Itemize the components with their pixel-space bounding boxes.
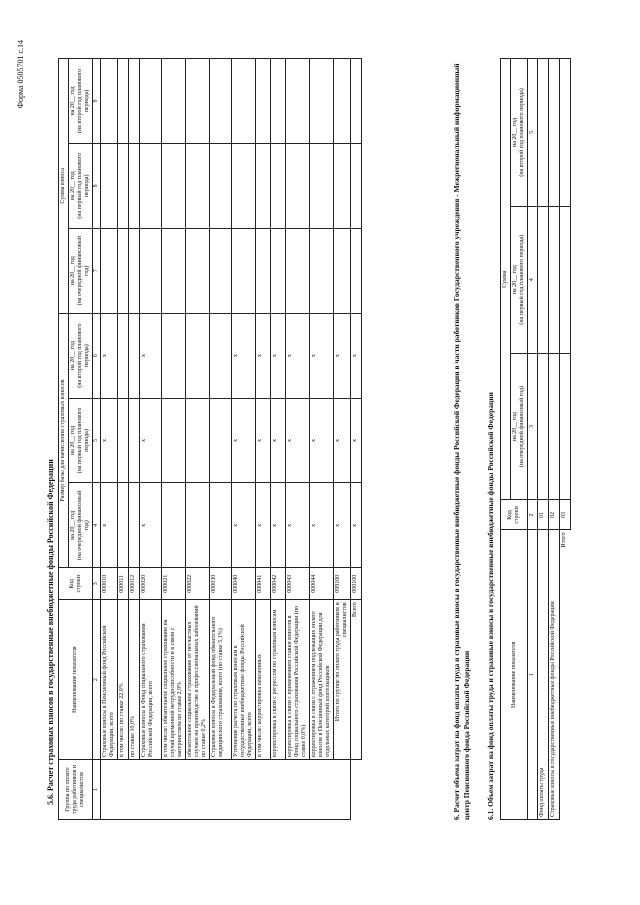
period-desc: (на второй год планового периода) bbox=[519, 88, 525, 177]
col-header-period bbox=[69, 313, 93, 398]
base-cell bbox=[118, 313, 129, 398]
row-name: по ставке 10,0% bbox=[129, 600, 140, 760]
sum-cell bbox=[351, 59, 362, 144]
empty-cell bbox=[351, 760, 362, 820]
base-cell: х bbox=[232, 483, 256, 568]
base-cell bbox=[210, 483, 232, 568]
sum-cell bbox=[560, 59, 571, 207]
base-cell: х bbox=[101, 483, 118, 568]
sum-cell bbox=[538, 206, 549, 353]
sum-cell bbox=[101, 228, 118, 313]
base-cell: х bbox=[232, 313, 256, 398]
sum-cell bbox=[271, 59, 286, 144]
row-code: 000044 bbox=[310, 568, 334, 600]
table-row bbox=[560, 59, 571, 820]
row-code: 000042 bbox=[271, 568, 286, 600]
section-title: 5.6. Расчет страховых взносов в государственные внебюджетные фонды Российской Федерации bbox=[46, 459, 55, 805]
base-cell: х bbox=[140, 398, 162, 483]
base-cell: х bbox=[256, 313, 271, 398]
col-header-period bbox=[69, 398, 93, 483]
base-cell: х bbox=[286, 398, 310, 483]
sum-cell bbox=[334, 228, 351, 313]
period-desc: (на первый год планового периода) bbox=[77, 153, 90, 219]
col-header-base-group: Размер базы для начисления страховых взносов bbox=[59, 313, 69, 568]
sum-cell bbox=[162, 59, 186, 144]
t2-col-header-sum-group: Сумма bbox=[501, 59, 511, 500]
base-cell bbox=[186, 398, 210, 483]
period-desc: (на второй год планового периода) bbox=[77, 323, 90, 388]
table-row bbox=[286, 59, 310, 820]
col-number: 8 bbox=[93, 143, 101, 228]
row-code: 000011 bbox=[118, 568, 129, 600]
base-cell bbox=[162, 398, 186, 483]
col-number: 4 bbox=[93, 483, 101, 568]
sum-cell bbox=[118, 143, 129, 228]
col-number: 7 bbox=[93, 228, 101, 313]
table-row bbox=[538, 59, 549, 820]
row-code: 099100 bbox=[334, 568, 351, 600]
row-name: Страховые взносы в Федеральный фонд обязательного медицинского страхования, всего (по ставке 5,1%) bbox=[210, 600, 232, 760]
row-code: 000021 bbox=[162, 568, 186, 600]
section-6-1-title: 6.1. Объем затрат на фонд оплаты труда и страховые взносы в государственные внебюджетные фонды Российской Федерации bbox=[486, 392, 495, 820]
base-cell: х bbox=[310, 398, 334, 483]
base-cell: х bbox=[101, 398, 118, 483]
sum-cell bbox=[538, 59, 549, 207]
col-header-name: Наименование показателя bbox=[59, 600, 93, 760]
row-code: 02 bbox=[549, 500, 560, 530]
sum-cell bbox=[140, 59, 162, 144]
period-year: на 20__ год bbox=[512, 117, 518, 147]
col-header-period bbox=[69, 483, 93, 568]
period-year: на 20__ год bbox=[70, 425, 76, 456]
sum-cell bbox=[549, 206, 560, 353]
row-name: в том числе: обязательное социальное страхование на случай временной нетрудоспособности и в связи с материнством по ставке 2,9% bbox=[162, 600, 186, 760]
table-row bbox=[351, 59, 362, 820]
group-cell bbox=[101, 760, 351, 820]
base-cell: х bbox=[334, 313, 351, 398]
sum-cell bbox=[232, 59, 256, 144]
row-name: Итого bbox=[561, 532, 567, 548]
sum-cell bbox=[118, 59, 129, 144]
base-cell: х bbox=[334, 398, 351, 483]
col-header-period bbox=[69, 59, 93, 144]
base-cell: х bbox=[140, 313, 162, 398]
sum-cell bbox=[232, 228, 256, 313]
base-cell: х bbox=[271, 483, 286, 568]
table-row bbox=[129, 59, 140, 820]
col-header-group: Группа по оплате труда работников и специалистов bbox=[59, 760, 93, 820]
row-name: корректировка в связи с отражением подлежащих оплате взносов в Пенсионный фонд Российской Федерации для отдельных категорий плательщиков bbox=[310, 600, 334, 760]
sum-cell bbox=[256, 59, 271, 144]
col-number: 2 bbox=[528, 500, 538, 530]
sum-cell bbox=[162, 228, 186, 313]
table-row bbox=[310, 59, 334, 820]
sum-cell bbox=[129, 59, 140, 144]
base-cell bbox=[210, 313, 232, 398]
table-row bbox=[256, 59, 271, 820]
base-cell: х bbox=[286, 483, 310, 568]
table-row bbox=[210, 59, 232, 820]
sum-cell bbox=[560, 206, 571, 353]
base-cell bbox=[129, 398, 140, 483]
row-code: 000100 bbox=[351, 568, 362, 600]
t2-col-header-period bbox=[511, 59, 528, 207]
row-name: Страховые взносы в государственные внебюджетные фонды Российской Федерации bbox=[549, 530, 560, 820]
t2-col-header-name: Наименование показателя bbox=[501, 530, 528, 820]
sum-cell bbox=[351, 143, 362, 228]
col-header-period bbox=[69, 228, 93, 313]
t2-col-header-code: Код строки bbox=[501, 500, 528, 530]
section-6-title: 6. Расчет объема затрат на фонд оплаты труда и страховые взносы в государственные внебюджетные фонды Российской Федерации в части работников Государственного учреждения - Межрегиональный информационный центр Пенсионного фонда Российской Федерации bbox=[452, 63, 471, 820]
period-desc: (на первый год планового периода) bbox=[519, 234, 525, 325]
base-cell: х bbox=[351, 483, 362, 568]
table-row bbox=[271, 59, 286, 820]
row-name: в том числе: по ставке 22,0% bbox=[118, 600, 129, 760]
period-desc: (на очередной финансовый год) bbox=[519, 386, 525, 468]
base-cell bbox=[129, 313, 140, 398]
sum-cell bbox=[129, 228, 140, 313]
col-number: 2 bbox=[93, 600, 101, 760]
row-name: Страховые взносы в Фонд социального страхования Российской Федерации, всего bbox=[140, 600, 162, 760]
row-name: обязательное социальное страхование от несчастных случаев на производстве и профессиональных заболеваний по ставке 0,2% bbox=[186, 600, 210, 760]
sum-cell bbox=[271, 228, 286, 313]
base-cell: х bbox=[334, 483, 351, 568]
table-row bbox=[334, 59, 351, 820]
sum-cell bbox=[560, 353, 571, 500]
period-year: на 20__ год bbox=[70, 86, 76, 116]
row-code: 000022 bbox=[186, 568, 210, 600]
table-row bbox=[118, 59, 129, 820]
base-cell bbox=[162, 483, 186, 568]
form-number: Форма 0505701 с.14 bbox=[16, 40, 25, 109]
col-header-period bbox=[69, 143, 93, 228]
row-code: 000020 bbox=[140, 568, 162, 600]
t2-col-header-period bbox=[511, 206, 528, 353]
row-name: в том числе: корректировка пенсионных bbox=[256, 600, 271, 760]
base-cell: х bbox=[140, 483, 162, 568]
row-name: Итого по группе по оплате труда работников и специалистов bbox=[334, 600, 351, 760]
sum-cell bbox=[232, 143, 256, 228]
sum-cell bbox=[118, 228, 129, 313]
table-row bbox=[186, 59, 210, 820]
col-number: 9 bbox=[93, 59, 101, 144]
t2-col-header-period bbox=[511, 353, 528, 500]
base-cell: х bbox=[310, 483, 334, 568]
sum-cell bbox=[286, 143, 310, 228]
base-cell bbox=[162, 313, 186, 398]
base-cell: х bbox=[256, 398, 271, 483]
base-cell: х bbox=[286, 313, 310, 398]
col-number: 5 bbox=[528, 59, 538, 207]
sum-cell bbox=[286, 228, 310, 313]
col-header-code: Код строки bbox=[59, 568, 93, 600]
period-year: на 20__ год bbox=[70, 510, 76, 540]
sum-cell bbox=[310, 143, 334, 228]
period-year: на 20__ год bbox=[512, 412, 518, 442]
table-row bbox=[549, 59, 560, 820]
row-name: Всего bbox=[351, 600, 362, 760]
col-number: 5 bbox=[93, 398, 101, 483]
base-cell: х bbox=[351, 398, 362, 483]
base-cell: х bbox=[256, 483, 271, 568]
period-desc: (на второй год планового периода) bbox=[77, 68, 90, 134]
row-name: корректировка в связи с применением ставки взносов в Фонд социального страхования Российской Федерации (по ставке 0,0%) bbox=[286, 600, 310, 760]
row-code: 000010 bbox=[101, 568, 118, 600]
row-name: Уточнение расчета по страховым взносам в государственные внебюджетные фонды Российской Федерации, всего bbox=[232, 600, 256, 760]
table-row bbox=[140, 59, 162, 820]
sum-cell bbox=[129, 143, 140, 228]
base-cell: х bbox=[232, 398, 256, 483]
base-cell: х bbox=[271, 398, 286, 483]
sum-cell bbox=[334, 143, 351, 228]
base-cell bbox=[118, 483, 129, 568]
base-cell bbox=[118, 398, 129, 483]
base-cell bbox=[186, 483, 210, 568]
sum-cell bbox=[210, 228, 232, 313]
col-number: 1 bbox=[528, 530, 538, 820]
row-name: Фонд оплаты труда bbox=[538, 530, 549, 820]
col-number: 3 bbox=[528, 353, 538, 500]
base-cell bbox=[186, 313, 210, 398]
period-year: на 20__ год bbox=[70, 341, 76, 371]
row-code: 000041 bbox=[256, 568, 271, 600]
row-code: 000043 bbox=[286, 568, 310, 600]
base-cell: х bbox=[101, 313, 118, 398]
row-code: 000012 bbox=[129, 568, 140, 600]
sum-cell bbox=[186, 59, 210, 144]
row-code: 01 bbox=[538, 500, 549, 530]
col-number: 1 bbox=[93, 760, 101, 820]
sum-cell bbox=[140, 228, 162, 313]
row-name: Страховые взносы в Пенсионный фонд Российской Федерации, всего bbox=[101, 600, 118, 760]
base-cell: х bbox=[351, 313, 362, 398]
row-name: корректировка в связи с регрессом по страховым взносам bbox=[271, 600, 286, 760]
sum-cell bbox=[286, 59, 310, 144]
col-number: 3 bbox=[93, 568, 101, 600]
base-cell: х bbox=[310, 313, 334, 398]
row-code: 000030 bbox=[210, 568, 232, 600]
insurance-contributions-table bbox=[58, 58, 362, 820]
sum-cell bbox=[334, 59, 351, 144]
table-row bbox=[101, 59, 118, 820]
col-number: 4 bbox=[528, 206, 538, 353]
sum-cell bbox=[186, 143, 210, 228]
base-cell bbox=[210, 398, 232, 483]
base-cell: х bbox=[271, 313, 286, 398]
sum-cell bbox=[101, 59, 118, 144]
period-year: на 20__ год bbox=[70, 256, 76, 286]
period-desc: (на первый год планового периода) bbox=[77, 407, 90, 474]
sum-cell bbox=[538, 353, 549, 500]
sum-cell bbox=[549, 59, 560, 207]
base-cell bbox=[129, 483, 140, 568]
row-code: 000040 bbox=[232, 568, 256, 600]
col-header-sum-group: Сумма взноса bbox=[59, 59, 69, 314]
period-desc: (на очередной финансовый год) bbox=[77, 236, 90, 306]
sum-cell bbox=[210, 143, 232, 228]
row-code: 03 bbox=[560, 500, 571, 530]
sum-cell bbox=[162, 143, 186, 228]
sum-cell bbox=[310, 228, 334, 313]
period-year: на 20__ год bbox=[512, 265, 518, 295]
table-row bbox=[162, 59, 186, 820]
sum-cell bbox=[140, 143, 162, 228]
col-number: 6 bbox=[93, 313, 101, 398]
wage-fund-table bbox=[500, 58, 571, 820]
sum-cell bbox=[186, 228, 210, 313]
sum-cell bbox=[101, 143, 118, 228]
period-desc: (на очередной финансовый год) bbox=[77, 490, 90, 561]
sum-cell bbox=[310, 59, 334, 144]
sum-cell bbox=[256, 228, 271, 313]
sum-cell bbox=[210, 59, 232, 144]
sum-cell bbox=[351, 228, 362, 313]
table-row bbox=[232, 59, 256, 820]
sum-cell bbox=[256, 143, 271, 228]
sum-cell bbox=[549, 353, 560, 500]
period-year: на 20__ год bbox=[70, 171, 76, 201]
sum-cell bbox=[271, 143, 286, 228]
